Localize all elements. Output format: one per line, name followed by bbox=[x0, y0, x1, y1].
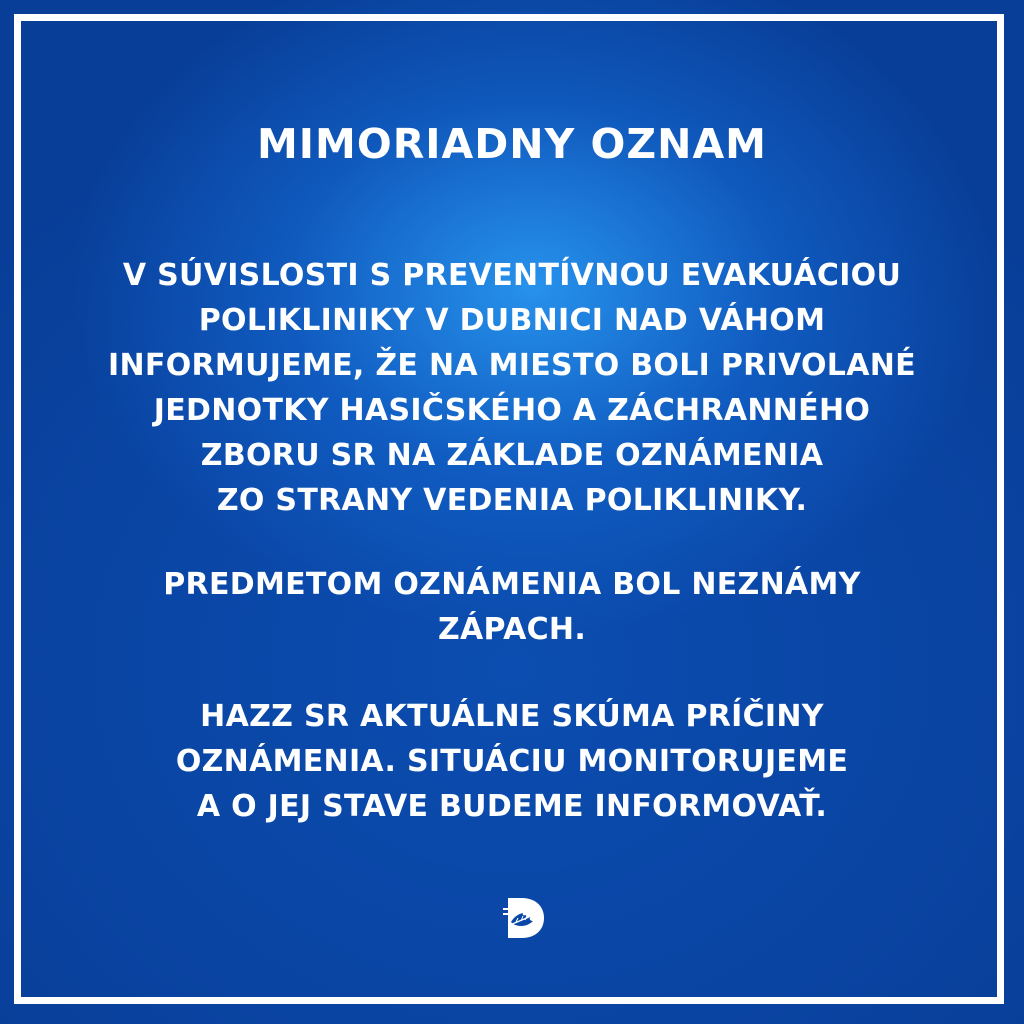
paragraph-1-line: INFORMUJEME, ŽE NA MIESTO BOLI PRIVOLANÉ bbox=[108, 348, 916, 383]
paragraph-1-line: ZBORU SR NA ZÁKLADE OZNÁMENIA bbox=[200, 438, 824, 473]
announcement-paragraph-1 bbox=[0, 253, 1024, 523]
paragraph-1-line: POLIKLINIKY V DUBNICI NAD VÁHOM bbox=[198, 303, 826, 338]
announcement-paragraph-2 bbox=[0, 562, 1024, 652]
paragraph-3-line: HAZZ SR AKTUÁLNE SKÚMA PRÍČINY bbox=[200, 699, 824, 734]
city-d-oak-leaf-logo-icon bbox=[502, 896, 546, 940]
paragraph-3-line: A O JEJ STAVE BUDEME INFORMOVAŤ. bbox=[196, 789, 828, 824]
paragraph-2-line: ZÁPACH. bbox=[437, 612, 587, 647]
paragraph-1-line: ZO STRANY VEDENIA POLIKLINIKY. bbox=[216, 483, 808, 518]
announcement-title: MIMORIADNY OZNAM bbox=[256, 120, 767, 168]
paragraph-3-line: OZNÁMENIA. SITUÁCIU MONITORUJEME bbox=[175, 744, 849, 779]
paragraph-2-line: PREDMETOM OZNÁMENIA BOL NEZNÁMY bbox=[163, 567, 861, 602]
announcement-paragraph-3 bbox=[0, 694, 1024, 829]
paragraph-1-line: V SÚVISLOSTI S PREVENTÍVNOU EVAKUÁCIOU bbox=[122, 258, 902, 293]
paragraph-1-line: JEDNOTKY HASIČSKÉHO A ZÁCHRANNÉHO bbox=[153, 393, 871, 428]
